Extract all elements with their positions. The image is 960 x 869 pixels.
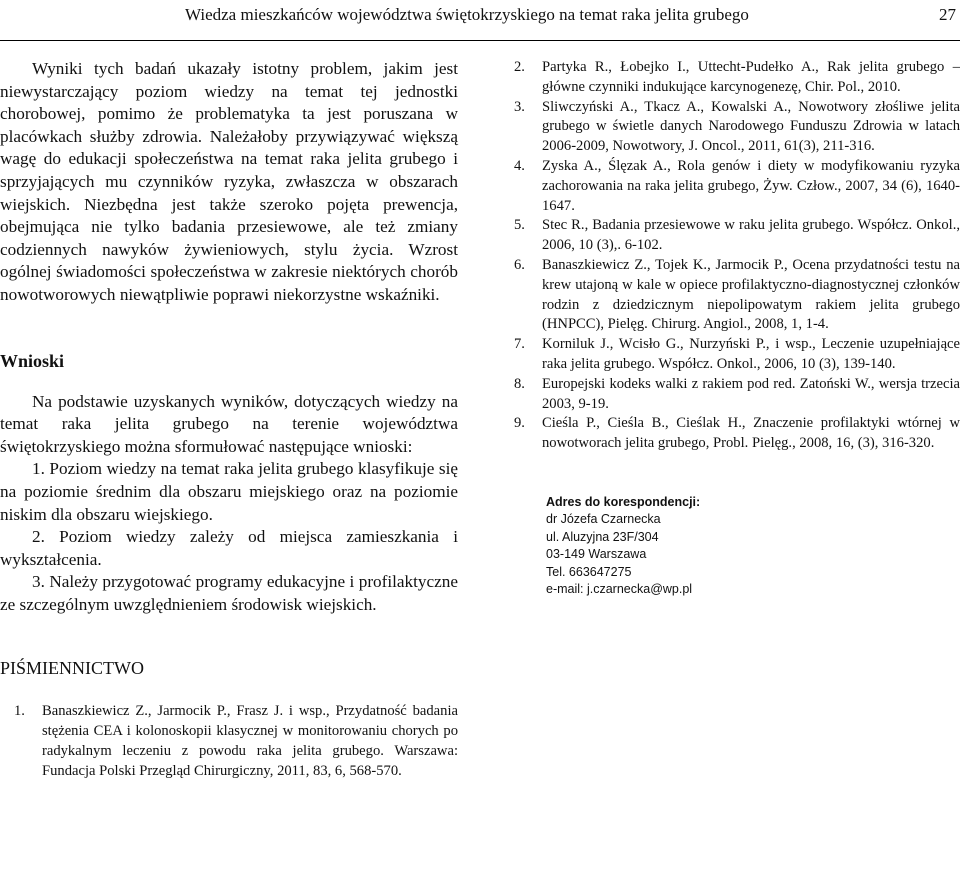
- reference-number: 2.: [514, 59, 525, 75]
- correspondence-city: 03-149 Warszawa: [546, 547, 647, 562]
- reference-text: Cieśla P., Cieśla B., Cieślak H., Znaczenie profilaktyki wtórnej w nowotworach jelita grubego, Probl. Pielęg., 2008, 16, (3), 316-320.: [542, 415, 960, 452]
- reference-item: [514, 216, 960, 256]
- correspondence-name: dr Józefa Czarnecka: [546, 512, 661, 527]
- correspondence-phone: Tel. 663647275: [546, 564, 632, 579]
- conclusions-heading: Wnioski: [0, 350, 65, 371]
- reference-text: Stec R., Badania przesiewowe w raku jelita grubego. Współcz. Onkol., 2006, 10 (3),. 6-102.: [542, 217, 960, 254]
- reference-number: 6.: [514, 256, 525, 273]
- reference-number: 8.: [514, 375, 525, 392]
- page-number: 27: [939, 5, 956, 24]
- conclusions-intro: Na podstawie uzyskanych wyników, dotyczących wiedzy na temat raka jelita grubego na terenie województwa świętokrzyskiego można sformułować następujące wnioski:: [0, 391, 458, 456]
- reference-item: [514, 375, 960, 415]
- correspondence-label: Adres do korespondencji:: [546, 494, 701, 509]
- right-column: [514, 58, 960, 599]
- reference-text: Sliwczyński A., Tkacz A., Kowalski A., Nowotwory złośliwe jelita grubego w świetle danych Narodowego Funduszu Zdrowia w latach 2006-2009, Nowotwory, J. Oncol., 2011, 61(3), 211-316.: [542, 98, 960, 155]
- reference-number: 1.: [14, 703, 25, 720]
- correspondence-email: e-mail: j.czarnecka@wp.pl: [546, 582, 693, 597]
- reference-number: 4.: [514, 157, 525, 174]
- reference-item: [514, 157, 960, 216]
- reference-text: Banaszkiewicz Z., Tojek K., Jarmocik P., Ocena przydatności testu na krew utajoną w kale w opiece profilaktyczno-diagnostycznej członków rodzin z dziedzicznym niepolipowatym rakiem jelita grubego (HNPCC), Pielęg. Chirurg. Angiol., 2008, 1, 1-4.: [542, 256, 960, 333]
- running-title: Wiedza mieszkańców województwa świętokrzyskiego na temat raka jelita grubego: [185, 5, 749, 24]
- reference-item: [514, 98, 960, 157]
- conclusion-item-3: 3. Należy przygotować programy edukacyjne i profilaktyczne ze szczególnym uwzględnieniem środowisk wiejskich.: [0, 572, 458, 614]
- left-column: [0, 58, 458, 782]
- reference-item: [514, 256, 960, 335]
- conclusion-item-1: 1. Poziom wiedzy na temat raka jelita grubego klasyfikuje się na poziomie średnim dla obszaru miejskiego oraz na poziomie niskim dla obszaru wiejskiego.: [0, 459, 458, 524]
- running-header: [0, 0, 960, 41]
- reference-text: Banaszkiewicz Z., Jarmocik P., Frasz J. i wsp., Przydatność badania stężenia CEA i kolonoskopii klasycznej w monitorowaniu chorych po radykalnym leczeniu z powodu raka jelita grubego. Warszawa: Fundacja Polski Przegląd Chirurgiczny, 2011, 83, 6, 568-570.: [42, 703, 458, 779]
- reference-number: 7.: [514, 336, 525, 353]
- reference-number: 3.: [514, 98, 525, 115]
- reference-item: [514, 58, 960, 98]
- reference-number: 5.: [514, 217, 525, 234]
- references-heading: PIŚMIENNICTWO: [0, 658, 144, 679]
- reference-text: Korniluk J., Wcisło G., Nurzyński P., i wsp., Leczenie uzupełniające raka jelita grubego. Współcz. Onkol., 2006, 10 (3), 139-140.: [542, 336, 960, 372]
- reference-text: Partyka R., Łobejko I., Uttecht-Pudełko A., Rak jelita grubego – główne czynniki indukujące karcynogenezę, Chir. Pol., 2010.: [542, 59, 960, 95]
- conclusion-item-2: 2. Poziom wiedzy zależy od miejsca zamieszkania i wykształcenia.: [0, 527, 458, 569]
- reference-item: [0, 702, 458, 781]
- reference-text: Europejski kodeks walki z rakiem pod red. Zatoński W., wersja trzecia 2003, 9-19.: [542, 375, 960, 412]
- reference-number: 9.: [514, 415, 525, 432]
- intro-paragraph: Wyniki tych badań ukazały istotny problem, jakim jest niewystarczający poziom wiedzy na temat tej jednostki chorobowej, pomimo że problematyka ta jest poruszana w placówkach służby zdrowia. Należałoby przywiązywać większą wagę do edukacji społeczeństwa na temat raka jelita grubego i sprzyjających mu czynników ryzyka, zwłaszcza w obszarach wiejskich. Niezbędna jest także szeroko pojęta prewencja, obejmująca nie tylko badania przesiewowe, ale też zmiany codziennych nawyków żywieniowych, stylu życia. Wzrost ogólnej świadomości społeczeństwa w zakresie niektórych chorób nowotworowych niewątpliwie poprawi niekorzystne wskaźniki.: [0, 59, 458, 304]
- reference-text: Zyska A., Ślęzak A., Rola genów i diety w modyfikowaniu ryzyka zachorowania na raka jelita grubego, Żyw. Człow., 2007, 34 (6), 1640-1647.: [542, 157, 960, 214]
- reference-item: [514, 414, 960, 454]
- reference-item: [514, 335, 960, 375]
- correspondence-block: [514, 494, 960, 599]
- correspondence-street: ul. Aluzyjna 23F/304: [546, 529, 659, 544]
